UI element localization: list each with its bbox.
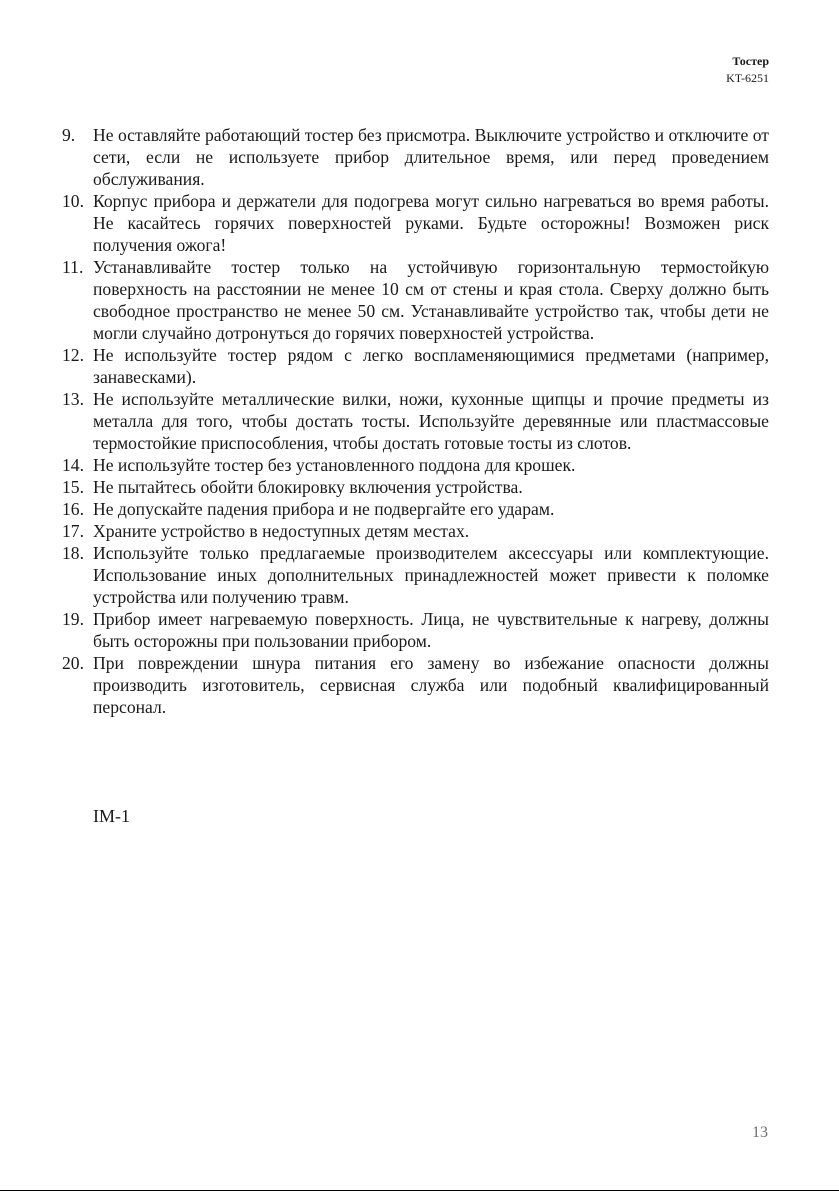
item-number: 18. [62, 543, 84, 563]
list-item [62, 344, 769, 388]
item-text: Не используйте тостер рядом с легко воспламеняющимися предметами (например, занавесками). [93, 345, 769, 387]
item-number: 14. [62, 455, 84, 475]
header-product-title: Тостер [732, 54, 769, 68]
item-text: Не допускайте падения прибора и не подвергайте его ударам. [93, 499, 555, 519]
list-item [62, 454, 769, 476]
header-model-number: KT-6251 [726, 71, 769, 85]
list-item [62, 608, 769, 652]
item-text: Прибор имеет нагреваемую поверхность. Лица, не чувствительные к нагреву, должны быть осторожны при пользовании прибором. [93, 609, 769, 651]
list-item [62, 256, 769, 344]
item-number: 11. [62, 257, 84, 277]
item-text: Не пытайтесь обойти блокировку включения устройства. [93, 477, 523, 497]
item-text: При повреждении шнура питания его замену во избежание опасности должны производить изготовитель, сервисная служба или подобный квалифицированный персонал. [93, 653, 769, 717]
item-number: 9. [62, 125, 76, 145]
item-number: 19. [62, 609, 84, 629]
list-item [62, 498, 769, 520]
item-number: 12. [62, 345, 84, 365]
item-text: Корпус прибора и держатели для подогрева могут сильно нагреваться во время работы. Не касайтесь горячих поверхностей руками. Будьте осторожны! Возможен риск получения ожога! [93, 191, 769, 255]
item-number: 15. [62, 477, 84, 497]
list-item [62, 476, 769, 498]
safety-instructions-list [62, 124, 769, 718]
item-text: Храните устройство в недоступных детям местах. [93, 521, 470, 541]
list-item [62, 190, 769, 256]
page-number: 13 [752, 1124, 768, 1141]
list-item [62, 520, 769, 542]
list-item [62, 652, 769, 718]
item-number: 20. [62, 653, 84, 673]
list-item [62, 388, 769, 454]
list-item [62, 124, 769, 190]
item-text: Не используйте тостер без установленного поддона для крошек. [93, 455, 576, 475]
page-bottom-rule [0, 1190, 839, 1191]
item-number: 10. [62, 191, 84, 211]
item-text: Не оставляйте работающий тостер без присмотра. Выключите устройство и отключите от сети, если не используете прибор длительное время, или перед проведением обслуживания. [93, 125, 769, 189]
manual-code: IM-1 [93, 806, 130, 826]
item-number: 13. [62, 389, 84, 409]
list-item [62, 542, 769, 608]
item-text: Используйте только предлагаемые производителем аксессуары или комплектующие. Использование иных дополнительных принадлежностей может привести к поломке устройства или получению травм. [93, 543, 769, 607]
item-number: 17. [62, 521, 84, 541]
page-header [726, 53, 769, 87]
item-text: Устанавливайте тостер только на устойчивую горизонтальную термостойкую поверхность на расстоянии не менее 10 см от стены и края стола. Сверху должно быть свободное пространство не менее 50 см. Устанавливайте устройство так, чтобы дети не могли случайно дотронуться до горячих поверхностей устройства. [93, 257, 769, 343]
item-text: Не используйте металлические вилки, ножи, кухонные щипцы и прочие предметы из металла для того, чтобы достать тосты. Используйте деревянные или пластмассовые термостойкие приспособления, чтобы достать готовые тосты из слотов. [93, 389, 769, 453]
item-number: 16. [62, 499, 84, 519]
